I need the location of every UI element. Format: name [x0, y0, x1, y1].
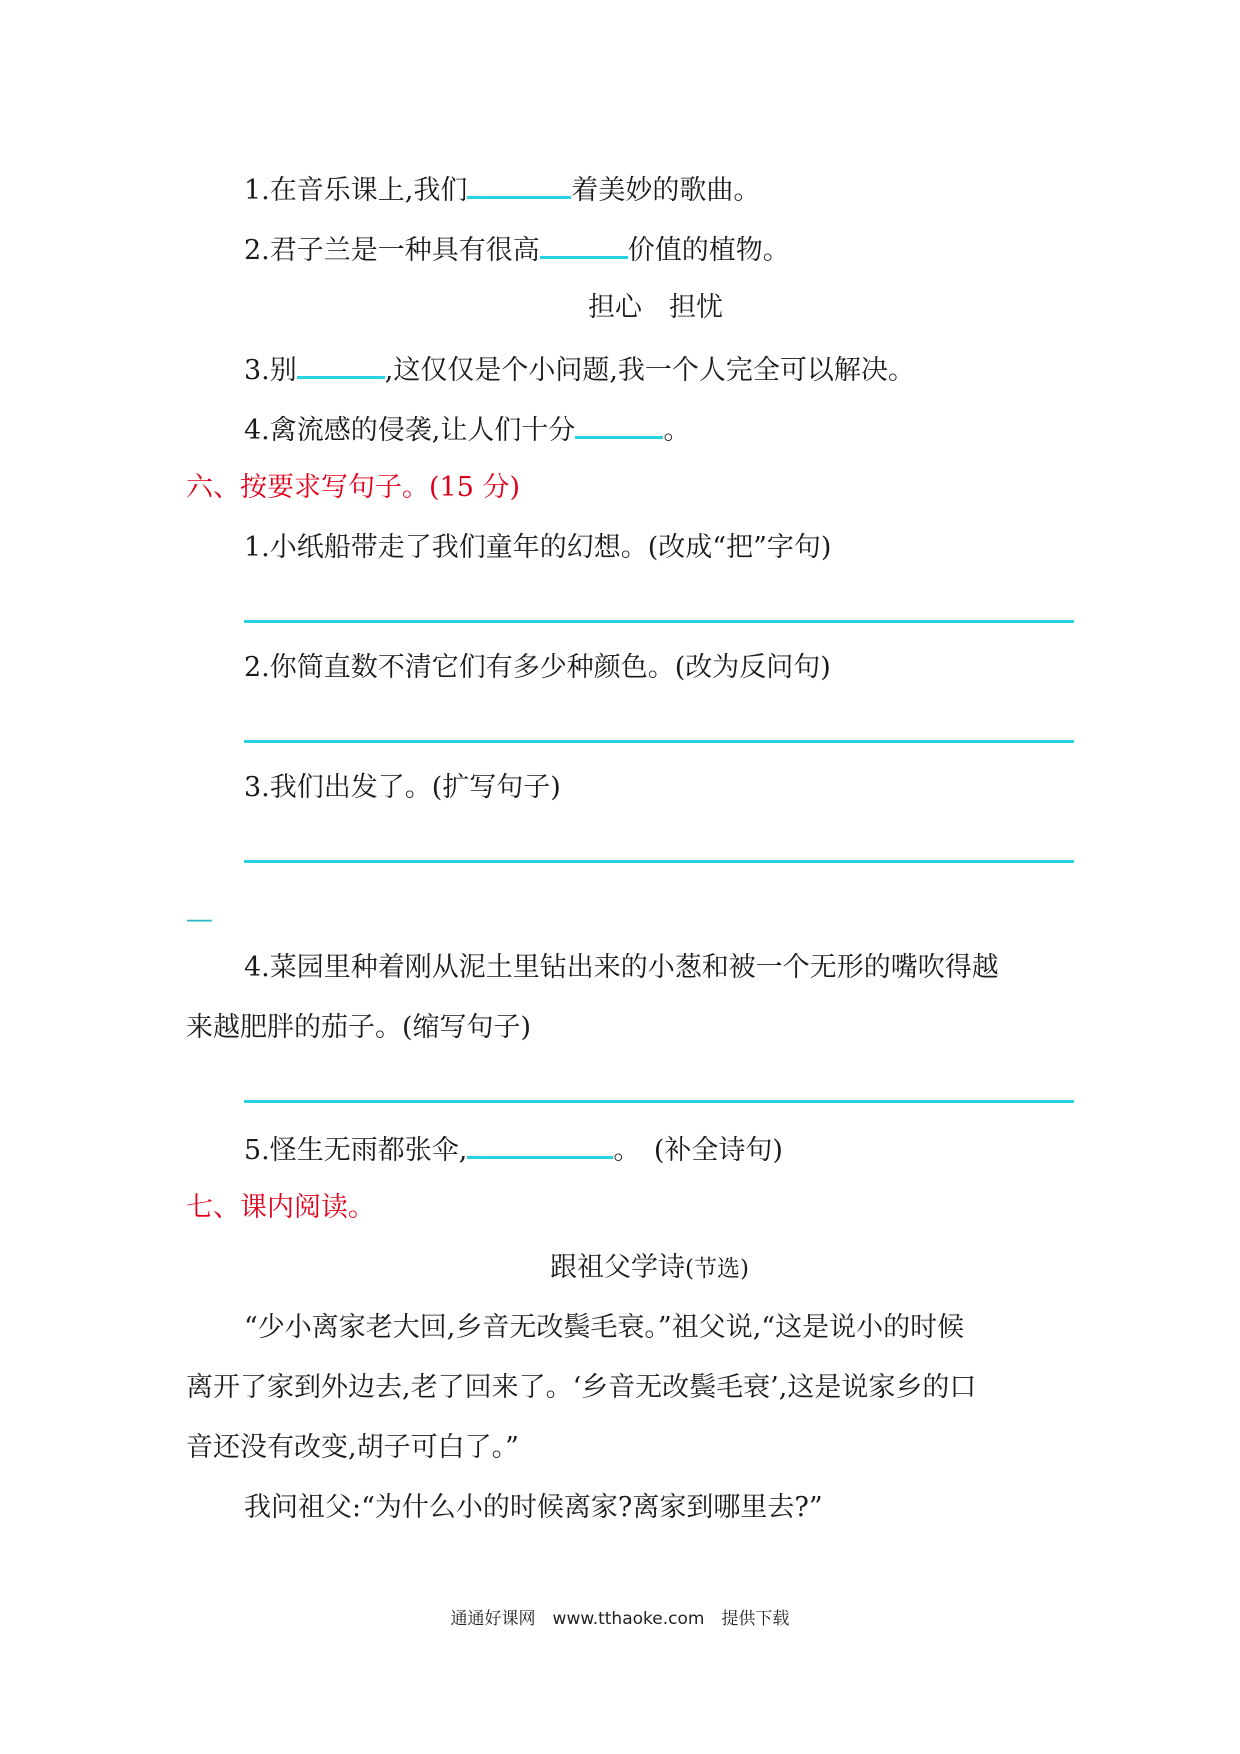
question-text: 着美妙的歌曲。 [571, 175, 761, 206]
section-6-title: 六、按要求写句子。(15 分) [186, 472, 521, 503]
question-text: 2.君子兰是一种具有很高 [244, 235, 540, 266]
answer-blank[interactable] [575, 408, 663, 439]
word-choices: 担心 担忧 [588, 292, 723, 323]
question-6-2: 2.你简直数不清它们有多少种颜色。(改为反问句) [244, 652, 831, 683]
question-text: ,这仅仅是个小问题,我一个人完全可以解决。 [384, 355, 915, 386]
question-6-4-line2: 来越肥胖的茄子。(缩写句子) [186, 1012, 532, 1043]
answer-line[interactable] [244, 860, 1074, 863]
question-5-2 [244, 228, 790, 271]
page-footer: 通通好课网 www.tthaoke.com 提供下载 [450, 1609, 790, 1629]
question-text: 5.怪生无雨都张伞, [244, 1135, 468, 1166]
passage-paragraph-2: 我问祖父:“为什么小的时候离家?离家到哪里去?” [244, 1492, 823, 1523]
passage-paragraph-1-line3: 音还没有改变,胡子可白了。” [186, 1432, 519, 1463]
question-text: 。 [663, 415, 691, 446]
passage-paragraph-1-line1: “少小离家老大回,乡音无改鬓毛衰。”祖父说,“这是说小的时候 [244, 1312, 965, 1343]
passage-paragraph-1-line2: 离开了家到外边去,老了回来了。‘乡音无改鬓毛衰’,这是说家乡的口 [186, 1372, 977, 1403]
section-7-title: 七、课内阅读。 [186, 1192, 375, 1223]
question-text: 4.禽流感的侵袭,让人们十分 [244, 415, 576, 446]
passage-title-note: (节选) [685, 1256, 749, 1282]
question-5-1 [244, 168, 760, 211]
stray-dash: — [186, 904, 213, 935]
answer-line[interactable] [244, 740, 1074, 743]
question-6-5 [244, 1128, 783, 1171]
question-5-3 [244, 348, 915, 391]
question-5-4 [244, 408, 690, 451]
answer-blank[interactable] [467, 168, 571, 199]
question-6-4-line1: 4.菜园里种着刚从泥土里钻出来的小葱和被一个无形的嘴吹得越 [244, 952, 999, 983]
answer-line[interactable] [244, 620, 1074, 623]
answer-blank[interactable] [540, 228, 628, 259]
question-text: 。 (补全诗句) [613, 1135, 783, 1166]
answer-blank[interactable] [467, 1128, 613, 1159]
passage-title-text: 跟祖父学诗 [550, 1252, 685, 1283]
question-6-1: 1.小纸船带走了我们童年的幻想。(改成“把”字句) [244, 532, 832, 563]
question-text: 3.别 [244, 355, 297, 386]
answer-line[interactable] [244, 1100, 1074, 1103]
passage-title [550, 1248, 749, 1289]
question-text: 价值的植物。 [627, 235, 790, 266]
question-text: 1.在音乐课上,我们 [244, 175, 468, 206]
question-6-3: 3.我们出发了。(扩写句子) [244, 772, 561, 803]
answer-blank[interactable] [297, 348, 385, 379]
